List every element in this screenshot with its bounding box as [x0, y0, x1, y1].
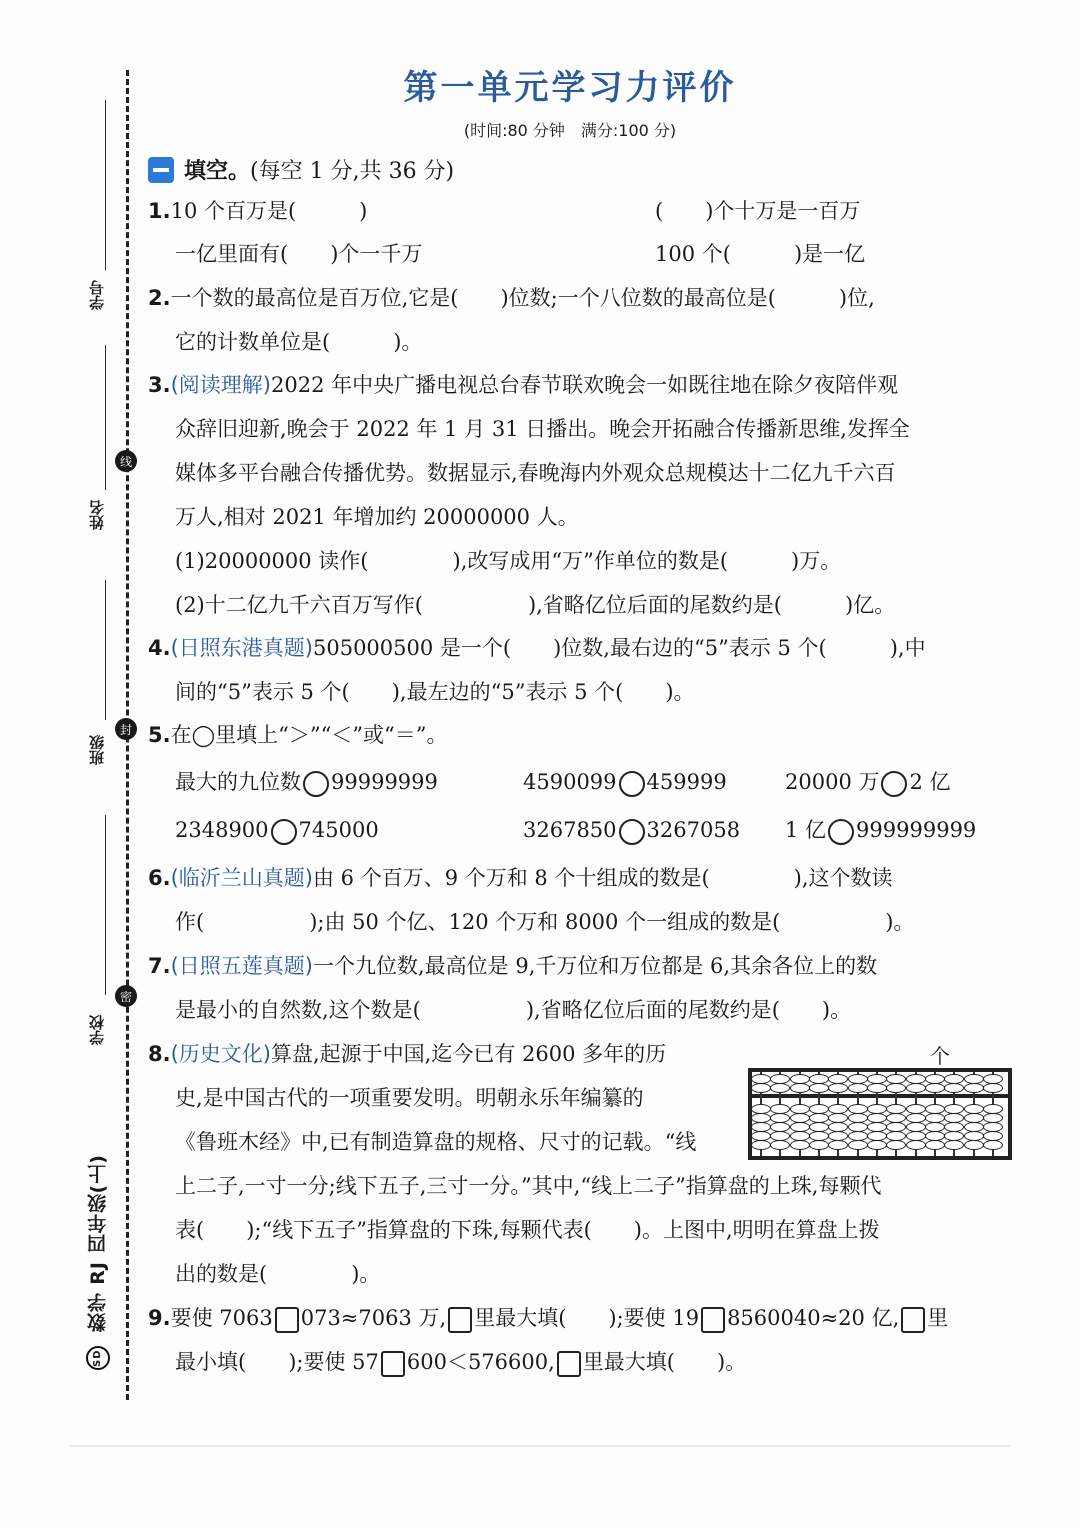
answer-box	[557, 1351, 581, 1377]
abacus-bead	[944, 1083, 964, 1093]
q1-line-c: 一亿里面有( )个一千万	[175, 242, 423, 266]
q7-line-a: 7.(日照五莲真题)一个九位数,最高位是 9,千万位和万位都是 6,其余各位上的数	[148, 954, 878, 978]
answer-box	[701, 1307, 725, 1333]
compare-circle	[619, 819, 645, 845]
abacus-bead	[886, 1083, 906, 1093]
page-subtitle: (时间:80 分钟 满分:100 分)	[463, 121, 677, 140]
q2-line-a: 2.一个数的最高位是百万位,它是( )位数;一个八位数的最高位是( )位,	[148, 286, 875, 310]
compare-circle	[881, 771, 907, 797]
seal-mark-line: 线	[115, 450, 137, 472]
abacus-bead	[983, 1083, 1003, 1093]
book-info	[84, 1130, 111, 1370]
q8-line-f: 出的数是( )。	[175, 1262, 381, 1286]
abacus-bead	[964, 1083, 984, 1093]
abacus-bead	[867, 1140, 887, 1150]
answer-box	[381, 1351, 405, 1377]
q8-line-a: 8.(历史文化)算盘,起源于中国,迄今已有 2600 多年的历	[148, 1042, 667, 1066]
q2-line-b: 它的计数单位是( )。	[175, 330, 423, 354]
field-line-2	[105, 345, 106, 490]
q3-sub-2: (2)十二亿九千六百万写作( ),省略亿位后面的尾数约是( )亿。	[175, 593, 896, 617]
abacus-beam	[752, 1094, 1008, 1098]
section-one-icon	[148, 157, 174, 183]
compare-item-2: 4590099 459999	[523, 767, 727, 797]
q3-line-b: 众辞旧迎新,晚会于 2022 年 1 月 31 日播出。晚会开拓融合传播新思维,发挥全	[175, 417, 910, 441]
abacus-bead	[751, 1083, 771, 1093]
student-id-label: 学号	[88, 280, 106, 310]
compare-item-1: 最大的九位数 99999999	[175, 767, 438, 797]
q6-line-a: 6.(临沂兰山真题)由 6 个百万、9 个万和 8 个十组成的数是( ),这个数读	[148, 866, 893, 890]
abacus-bead	[886, 1140, 906, 1150]
abacus-bead	[828, 1083, 848, 1093]
seal-mark-seal: 封	[115, 718, 137, 740]
compare-circle	[828, 819, 854, 845]
q9-line-a: 9.要使 7063 073≈7063 万, 里最大填( );要使 19 8560040≈20 亿, 里	[148, 1303, 948, 1333]
answer-box	[901, 1307, 925, 1333]
field-line-3	[105, 580, 106, 720]
abacus-bead	[906, 1140, 926, 1150]
q3-line-d: 万人,相对 2021 年增加约 20000000 人。	[175, 505, 579, 529]
abacus-bead	[925, 1083, 945, 1093]
compare-circle	[619, 771, 645, 797]
q3-line-c: 媒体多平台融合传播优势。数据显示,春晚海内外观众总规模达十二亿九千六百	[175, 461, 896, 485]
abacus-bead	[848, 1083, 868, 1093]
abacus-bead	[983, 1140, 1003, 1150]
book-label: 数学 RJ 四年级(上)	[87, 1154, 109, 1333]
name-label: 姓名	[88, 500, 106, 530]
abacus-bead	[867, 1083, 887, 1093]
q3-sub-1: (1)20000000 读作( ),改写成用“万”作单位的数是( )万。	[175, 549, 842, 573]
q4-line-a: 4.(日照东港真题)505000500 是一个( )位数,最右边的“5”表示 5 个( ),中	[148, 636, 926, 660]
school-label: 学校	[88, 1015, 106, 1045]
q8-line-c: 《鲁班木经》中,已有制造算盘的规格、尺寸的记载。“线	[175, 1130, 697, 1154]
q3-line-a: 3.(阅读理解)2022 年中央广播电视总台春节联欢晚会一如既往地在除夕夜陪伴观	[148, 373, 899, 397]
field-line-4	[105, 815, 106, 995]
abacus-bead	[944, 1140, 964, 1150]
q8-line-d: 上二子,一寸一分;线下五子,三寸一分。”其中,“线上二子”指算盘的上珠,每颗代	[175, 1174, 882, 1198]
q9-line-b: 最小填( );要使 57 600＜576600, 里最大填( )。	[175, 1347, 746, 1377]
compare-item-3: 20000 万 2 亿	[785, 767, 951, 797]
q4-line-b: 间的“5”表示 5 个( ),最左边的“5”表示 5 个( )。	[175, 680, 695, 704]
abacus-bead	[828, 1140, 848, 1150]
answer-box	[448, 1307, 472, 1333]
sd-badge: SD	[86, 1346, 110, 1370]
answer-box	[275, 1307, 299, 1333]
compare-item-6: 1 亿 999999999	[785, 815, 976, 845]
abacus-illustration	[748, 1068, 1012, 1160]
q5-line-a: 5.在◯里填上“＞”“＜”或“＝”。	[148, 723, 448, 747]
q1-line-d: 100 个( )是一亿	[655, 242, 866, 266]
q8-line-b: 史,是中国古代的一项重要发明。明朝永乐年编纂的	[175, 1086, 644, 1110]
section-header	[148, 154, 454, 185]
compare-circle	[303, 771, 329, 797]
abacus-place-label: 个	[930, 1044, 950, 1068]
section-note: (每空 1 分,共 36 分)	[250, 159, 455, 184]
q1-line-a: 1.10 个百万是( )	[148, 199, 368, 223]
abacus-bead	[790, 1140, 810, 1150]
abacus-bead	[925, 1140, 945, 1150]
compare-item-5: 3267850 3267058	[523, 815, 740, 845]
abacus-bead	[848, 1140, 868, 1150]
abacus-bead	[964, 1140, 984, 1150]
seal-mark-secret: 密	[115, 985, 137, 1007]
compare-item-4: 2348900 745000	[175, 815, 379, 845]
scan-edge	[70, 1445, 1010, 1447]
q8-line-e: 表( );“线下五子”指算盘的下珠,每颗代表( )。上图中,明明在算盘上拨	[175, 1218, 880, 1242]
abacus-bead	[751, 1140, 771, 1150]
class-label: 班级	[88, 735, 106, 765]
abacus-bead	[809, 1083, 829, 1093]
abacus-bead	[809, 1140, 829, 1150]
page-title: 第一单元学习力评价	[403, 68, 737, 108]
abacus-bead	[770, 1140, 790, 1150]
abacus-bead	[906, 1083, 926, 1093]
q1-line-b: ( )个十万是一百万	[655, 199, 861, 223]
q7-line-b: 是最小的自然数,这个数是( ),省略亿位后面的尾数约是( )。	[175, 998, 852, 1022]
section-title: 填空。	[184, 159, 251, 184]
abacus-bead	[790, 1083, 810, 1093]
q6-line-b: 作( );由 50 个亿、120 个万和 8000 个一组成的数是( )。	[175, 910, 915, 934]
abacus-bead	[770, 1083, 790, 1093]
compare-circle	[271, 819, 297, 845]
